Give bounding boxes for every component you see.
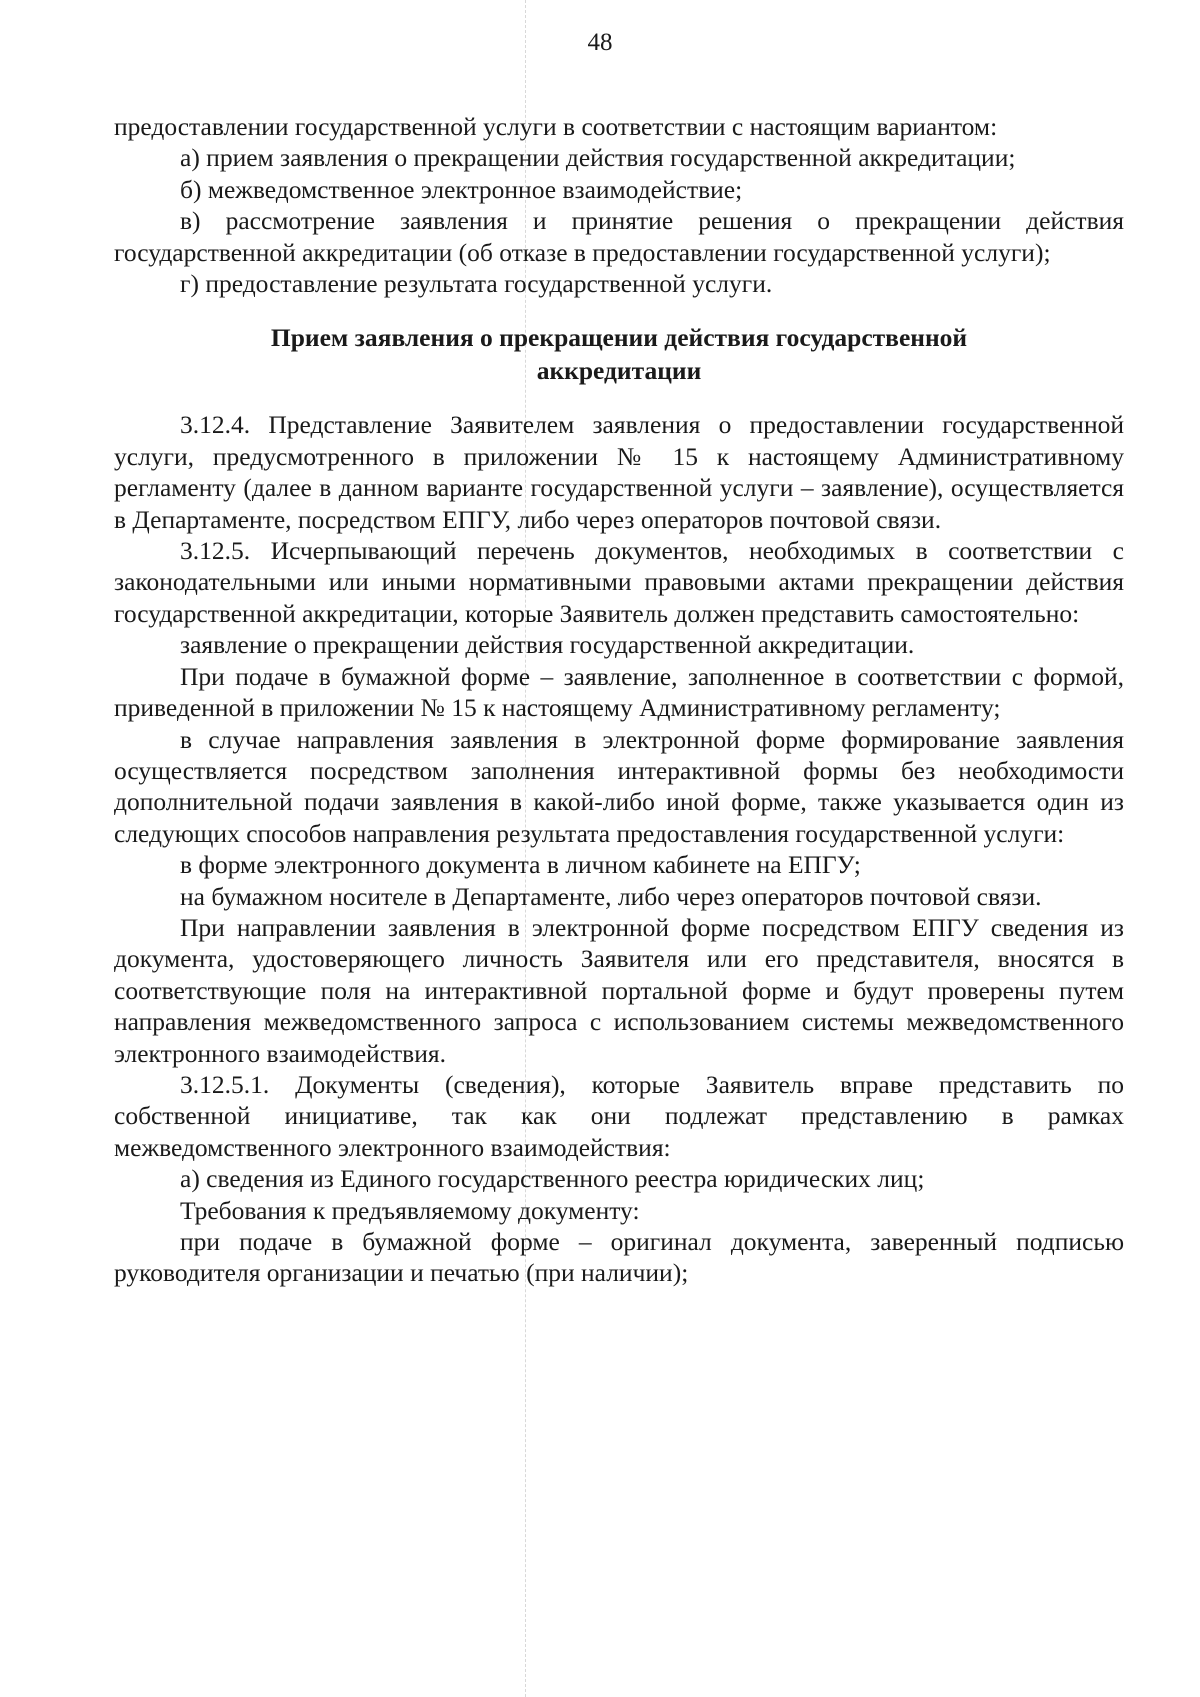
- paragraph-intro: предоставлении государственной услуги в соответствии с настоящим вариантом:: [114, 112, 998, 141]
- list-item-b: б) межведомственное электронное взаимодействие;: [180, 174, 743, 204]
- paragraph-electronic-form: в случае направления заявления в электронной форме формирование заявления осуществляется посредством заполнения интерактивной формы без необходимости дополнительной подачи заявления в какой-либо иной форме, также указывается один из следующих способов направления результата предоставления государственной услуги:: [114, 724, 1124, 848]
- section-heading: [114, 321, 1124, 387]
- page-number: 48: [587, 29, 613, 56]
- paragraph-identity-check: При направлении заявления в электронной форме посредством ЕПГУ сведения из документа, удостоверяющего личность Заявителя или его представителя, вносятся в соответствующие поля на интерактивной портальной форме и будут проверены путем направления межведомственного запроса с использованием системы межведомственного электронного взаимодействия.: [114, 912, 1124, 1068]
- document-body: [114, 111, 1124, 1289]
- section-heading-line-2: аккредитации: [536, 356, 702, 386]
- paragraph-requirements: Требования к предъявляемому документу:: [180, 1195, 640, 1225]
- paragraph-3-12-4: 3.12.4. Представление Заявителем заявления о предоставлении государственной услуги, предусмотренного в приложении № 15 к настоящему Административному регламенту (далее в данном варианте государственной услуги – заявление), осуществляется в Департаменте, посредством ЕПГУ, либо через операторов почтовой связи.: [114, 410, 1124, 534]
- list-item-g: г) предоставление результата государственной услуги.: [180, 269, 773, 299]
- paragraph-paper-form: При подаче в бумажной форме – заявление, заполненное в соответствии с формой, приведенной в приложении № 15 к настоящему Административному регламенту;: [114, 661, 1124, 723]
- paragraph-3-12-5-1: 3.12.5.1. Документы (сведения), которые Заявитель вправе представить по собственной инициативе, так как они подлежат представлению в рамках межведомственного электронного взаимодействия:: [114, 1069, 1124, 1162]
- paragraph-application: заявление о прекращении действия государственной аккредитации.: [180, 630, 915, 660]
- list-item-egrul: а) сведения из Единого государственного реестра юридических лиц;: [180, 1164, 925, 1194]
- paragraph-3-12-5: 3.12.5. Исчерпывающий перечень документов, необходимых в соответствии с законодательными или иными нормативными правовыми актами прекращении действия государственной аккредитации, которые Заявитель должен представить самостоятельно:: [114, 536, 1124, 628]
- paragraph-original-document: при подаче в бумажной форме – оригинал документа, заверенный подписью руководителя организации и печатью (при наличии);: [114, 1227, 1124, 1288]
- section-heading-line-1: Прием заявления о прекращении действия государственной: [270, 323, 968, 353]
- list-item-v: в) рассмотрение заявления и принятие решения о прекращении действия государственной аккредитации (об отказе в предоставлении государственной услуги);: [114, 206, 1124, 267]
- paragraph-paper-carrier: на бумажном носителе в Департаменте, либо через операторов почтовой связи.: [180, 881, 1042, 911]
- paragraph-epgu-cabinet: в форме электронного документа в личном кабинете на ЕПГУ;: [180, 850, 861, 880]
- list-item-a: а) прием заявления о прекращении действия государственной аккредитации;: [180, 143, 1016, 173]
